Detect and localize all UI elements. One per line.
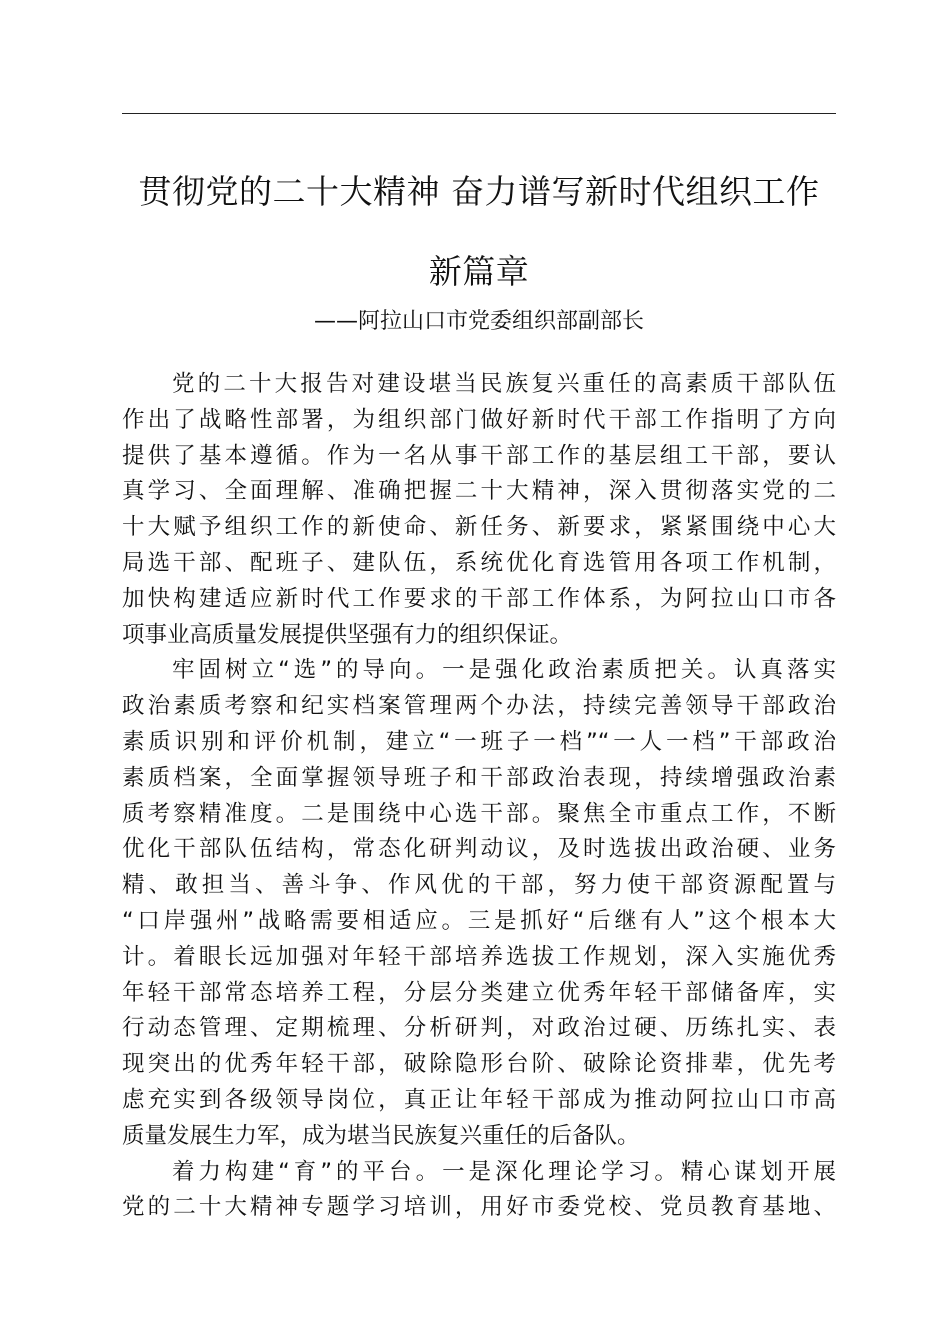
paragraph-1	[122, 367, 836, 653]
text-line: 行动态管理、定期梳理、分析研判，对政治过硬、历练扎实、表	[122, 1015, 836, 1042]
text-line: 政治素质考察和纪实档案管理两个办法，持续完善领导干部政治	[122, 693, 836, 720]
text-line: 局选干部、配班子、建队伍，系统优化育选管用各项工作机制，	[122, 549, 836, 576]
text-line: 党的二十大精神专题学习培训，用好市委党校、党员教育基地、	[122, 1194, 836, 1221]
text-line: 精、敢担当、善斗争、作风优的干部，努力使干部资源配置与	[122, 872, 836, 899]
text-line: 加快构建适应新时代工作要求的干部工作体系，为阿拉山口市各	[122, 585, 836, 612]
text-line: 十大赋予组织工作的新使命、新任务、新要求，紧紧围绕中心大	[122, 514, 836, 541]
text-line: 真学习、全面理解、准确把握二十大精神，深入贯彻落实党的二	[122, 478, 836, 505]
paragraph-3	[122, 1155, 836, 1227]
text-line: 年轻干部常态培养工程，分层分类建立优秀年轻干部储备库，实	[122, 979, 836, 1006]
text-line: 虑充实到各级领导岗位，真正让年轻干部成为推动阿拉山口市高	[122, 1086, 836, 1113]
text-line: 素质档案，全面掌握领导班子和干部政治表现，持续增强政治素	[122, 764, 836, 791]
page-title	[110, 172, 848, 292]
text-line: 提供了基本遵循。作为一名从事干部工作的基层组工干部，要认	[122, 442, 836, 469]
text-line: 项事业高质量发展提供坚强有力的组织保证。	[122, 621, 573, 648]
text-line: 质量发展生力军，成为堪当民族复兴重任的后备队。	[122, 1122, 640, 1149]
author-subtitle: ——阿拉山口市党委组织部副部长	[313, 309, 644, 334]
paragraph-2	[122, 653, 836, 1154]
title-line-1: 贯彻党的二十大精神 奋力谱写新时代组织工作	[138, 172, 820, 211]
text-line: 现突出的优秀年轻干部，破除隐形台阶、破除论资排辈，优先考	[122, 1051, 836, 1078]
text-line: 牢固树立“选”的导向。一是强化政治素质把关。认真落实	[172, 657, 836, 684]
text-line: 党的二十大报告对建设堪当民族复兴重任的高素质干部队伍	[172, 371, 836, 397]
header-rule	[122, 113, 836, 114]
text-line: “口岸强州”战略需要相适应。三是抓好“后继有人”这个根本大	[122, 907, 836, 934]
title-line-2: 新篇章	[428, 252, 530, 291]
text-line: 质考察精准度。二是围绕中心选干部。聚焦全市重点工作，不断	[122, 800, 836, 827]
text-line: 着力构建“育”的平台。一是深化理论学习。精心谋划开展	[172, 1158, 836, 1185]
text-line: 作出了战略性部署，为组织部门做好新时代干部工作指明了方向	[122, 406, 836, 433]
text-line: 计。着眼长远加强对年轻干部培养选拔工作规划，深入实施优秀	[122, 943, 836, 970]
text-line: 素质识别和评价机制，建立“一班子一档”“一人一档”干部政治	[122, 728, 836, 755]
text-line: 优化干部队伍结构，常态化研判动议，及时选拔出政治硬、业务	[122, 836, 836, 863]
article-body	[122, 367, 836, 1226]
